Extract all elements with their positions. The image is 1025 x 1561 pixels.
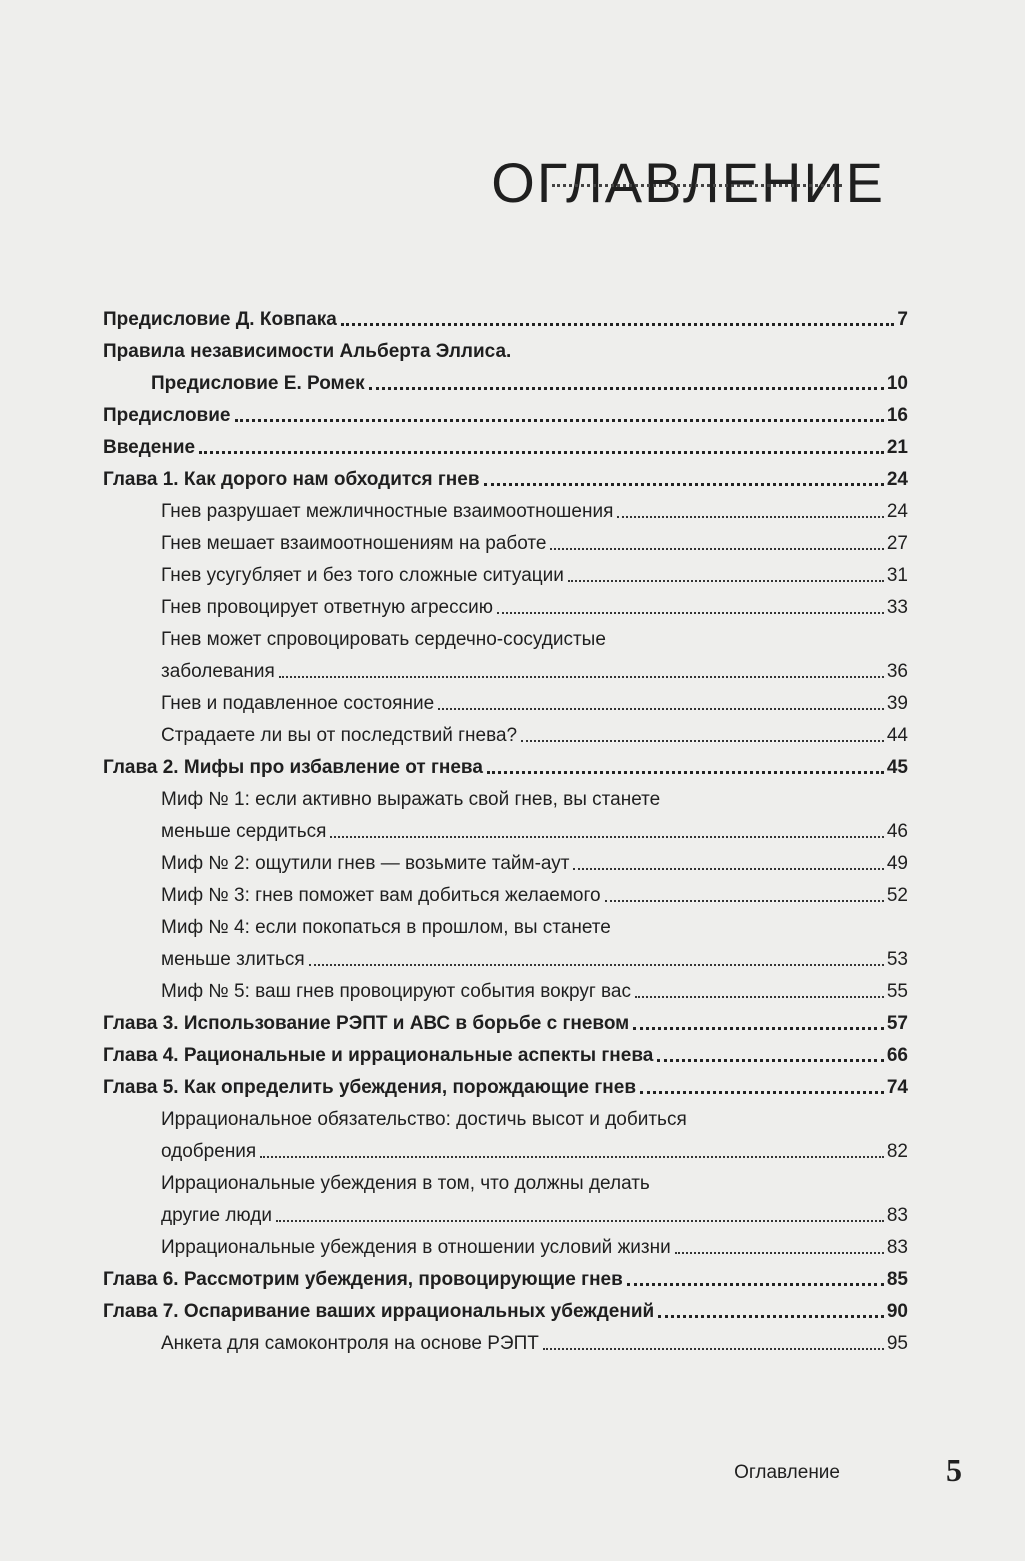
toc-entry <box>103 588 908 620</box>
toc-entry-page: 52 <box>886 885 908 906</box>
dot-leader <box>568 580 884 582</box>
toc-entry-title: Гнев и подавленное состояние <box>161 693 435 714</box>
toc-entry <box>103 716 908 748</box>
toc-entry-page: 55 <box>886 981 908 1002</box>
toc-entry-title: другие люди <box>161 1205 272 1226</box>
toc-entry <box>103 300 908 332</box>
toc-entry-page: 74 <box>886 1077 908 1098</box>
running-footer-label: Оглавление <box>734 1462 840 1483</box>
toc-entry-title: Глава 4. Рациональные и иррациональные аспекты гнева <box>103 1045 654 1066</box>
toc-entry-title: Предисловие Д. Ковпака <box>103 309 337 330</box>
toc-entry <box>103 652 908 684</box>
toc-entry-title: одобрения <box>161 1141 257 1162</box>
toc-entry <box>103 1260 908 1292</box>
dot-leader <box>550 548 883 550</box>
toc-entry <box>103 620 908 652</box>
toc-entry-title: Анкета для самоконтроля на основе РЭПТ <box>161 1333 539 1354</box>
dot-leader <box>543 1348 884 1350</box>
toc-entry-page: 7 <box>897 309 908 330</box>
dot-leader <box>341 323 895 326</box>
toc-entry <box>103 1164 908 1196</box>
toc-entry-title: Глава 6. Рассмотрим убеждения, провоцирующие гнев <box>103 1269 623 1290</box>
dot-leader <box>330 836 883 838</box>
toc-entry-page: 49 <box>886 853 908 874</box>
toc-entry-title: меньше злиться <box>161 949 305 970</box>
toc-entry <box>103 492 908 524</box>
toc-entry <box>103 1100 908 1132</box>
toc-entry-title: Иррациональное обязательство: достичь высот и добиться <box>161 1109 687 1130</box>
dot-leader <box>627 1283 884 1286</box>
toc-entry <box>103 1196 908 1228</box>
toc-entry <box>103 972 908 1004</box>
toc-entry-page: 31 <box>886 565 908 586</box>
toc-entry-page: 46 <box>886 821 908 842</box>
toc-entry-title: Введение <box>103 437 196 458</box>
toc-entry <box>103 940 908 972</box>
toc-entry-title: Иррациональные убеждения в том, что должны делать <box>161 1173 650 1194</box>
toc-entry-title: Миф № 1: если активно выражать свой гнев, вы станете <box>161 789 661 810</box>
toc-entry <box>103 684 908 716</box>
toc-entry-title: Предисловие Е. Ромек <box>151 373 365 394</box>
toc-entry <box>103 1004 908 1036</box>
dot-leader <box>658 1315 884 1318</box>
toc-entry-page: 21 <box>886 437 908 458</box>
toc-entry <box>103 460 908 492</box>
toc-entry-title: Гнев может спровоцировать сердечно-сосудистые <box>161 629 606 650</box>
dot-leader <box>309 964 884 966</box>
toc-entry <box>103 1132 908 1164</box>
toc-entry <box>103 1228 908 1260</box>
table-of-contents <box>103 300 908 1356</box>
dot-leader <box>675 1252 884 1254</box>
toc-entry-page: 24 <box>886 501 908 522</box>
toc-entry-page: 33 <box>886 597 908 618</box>
dot-leader <box>487 771 884 774</box>
toc-entry-page: 10 <box>886 373 908 394</box>
toc-entry-page: 57 <box>886 1013 908 1034</box>
toc-entry-page: 24 <box>886 469 908 490</box>
toc-entry-title: Глава 2. Мифы про избавление от гнева <box>103 757 483 778</box>
dot-leader <box>640 1091 884 1094</box>
toc-entry <box>103 556 908 588</box>
toc-entry <box>103 1036 908 1068</box>
toc-entry-title: Миф № 5: ваш гнев провоцируют события вокруг вас <box>161 981 631 1002</box>
toc-entry-title: Миф № 2: ощутили гнев — возьмите тайм-аут <box>161 853 570 874</box>
toc-entry <box>103 844 908 876</box>
toc-entry-title: Гнев мешает взаимоотношениям на работе <box>161 533 547 554</box>
toc-entry-page: 95 <box>886 1333 908 1354</box>
toc-entry-title: Глава 5. Как определить убеждения, порождающие гнев <box>103 1077 637 1098</box>
toc-entry <box>103 812 908 844</box>
toc-entry-page: 90 <box>886 1301 908 1322</box>
toc-entry-page: 83 <box>886 1205 908 1226</box>
toc-entry-title: Глава 1. Как дорого нам обходится гнев <box>103 469 480 490</box>
toc-entry-title: Гнев разрушает межличностные взаимоотношения <box>161 501 614 522</box>
toc-entry <box>103 1292 908 1324</box>
toc-entry-title: Предисловие <box>103 405 231 426</box>
toc-entry-page: 53 <box>886 949 908 970</box>
toc-entry <box>103 332 908 364</box>
toc-entry-page: 16 <box>886 405 908 426</box>
page-number: 5 <box>946 1452 962 1488</box>
dot-leader <box>276 1220 884 1222</box>
dot-leader <box>633 1027 884 1030</box>
toc-entry-title: заболевания <box>161 661 275 682</box>
toc-entry-title: Страдаете ли вы от последствий гнева? <box>161 725 518 746</box>
toc-entry <box>103 524 908 556</box>
dot-leader <box>369 387 884 390</box>
toc-entry-title: Глава 3. Использование РЭПТ и АВС в борьбе с гневом <box>103 1013 630 1034</box>
toc-entry-title: меньше сердиться <box>161 821 327 842</box>
toc-entry-page: 66 <box>886 1045 908 1066</box>
dot-leader <box>617 516 883 518</box>
toc-entry <box>103 908 908 940</box>
toc-entry-title: Миф № 4: если покопаться в прошлом, вы станете <box>161 917 611 938</box>
dot-leader <box>497 612 884 614</box>
title-dotted-rule <box>552 184 842 187</box>
toc-entry <box>103 1324 908 1356</box>
toc-entry <box>103 396 908 428</box>
toc-entry <box>103 428 908 460</box>
dot-leader <box>279 676 884 678</box>
toc-entry-page: 83 <box>886 1237 908 1258</box>
dot-leader <box>573 868 883 870</box>
toc-entry-title: Гнев усугубляет и без того сложные ситуации <box>161 565 564 586</box>
toc-entry <box>103 780 908 812</box>
dot-leader <box>635 996 884 998</box>
dot-leader <box>484 483 884 486</box>
toc-entry <box>103 748 908 780</box>
toc-entry-page: 44 <box>886 725 908 746</box>
toc-entry-title: Иррациональные убеждения в отношении условий жизни <box>161 1237 671 1258</box>
toc-entry-page: 82 <box>886 1141 908 1162</box>
toc-entry <box>103 876 908 908</box>
toc-entry-title: Миф № 3: гнев поможет вам добиться желаемого <box>161 885 601 906</box>
toc-entry-page: 39 <box>886 693 908 714</box>
toc-entry-page: 85 <box>886 1269 908 1290</box>
toc-entry-page: 45 <box>886 757 908 778</box>
page-title: ОГЛАВЛЕНИЕ <box>491 150 885 214</box>
toc-entry-title: Гнев провоцирует ответную агрессию <box>161 597 493 618</box>
dot-leader <box>199 451 884 454</box>
dot-leader <box>260 1156 884 1158</box>
dot-leader <box>657 1059 884 1062</box>
toc-entry <box>103 364 908 396</box>
toc-entry-page: 27 <box>886 533 908 554</box>
dot-leader <box>235 419 884 422</box>
dot-leader <box>521 740 884 742</box>
toc-entry <box>103 1068 908 1100</box>
page-footer <box>0 1452 1025 1492</box>
dot-leader <box>438 708 884 710</box>
toc-entry-title: Глава 7. Оспаривание ваших иррациональных убеждений <box>103 1301 655 1322</box>
toc-entry-page: 36 <box>886 661 908 682</box>
toc-entry-title: Правила независимости Альберта Эллиса. <box>103 341 512 362</box>
dot-leader <box>605 900 884 902</box>
